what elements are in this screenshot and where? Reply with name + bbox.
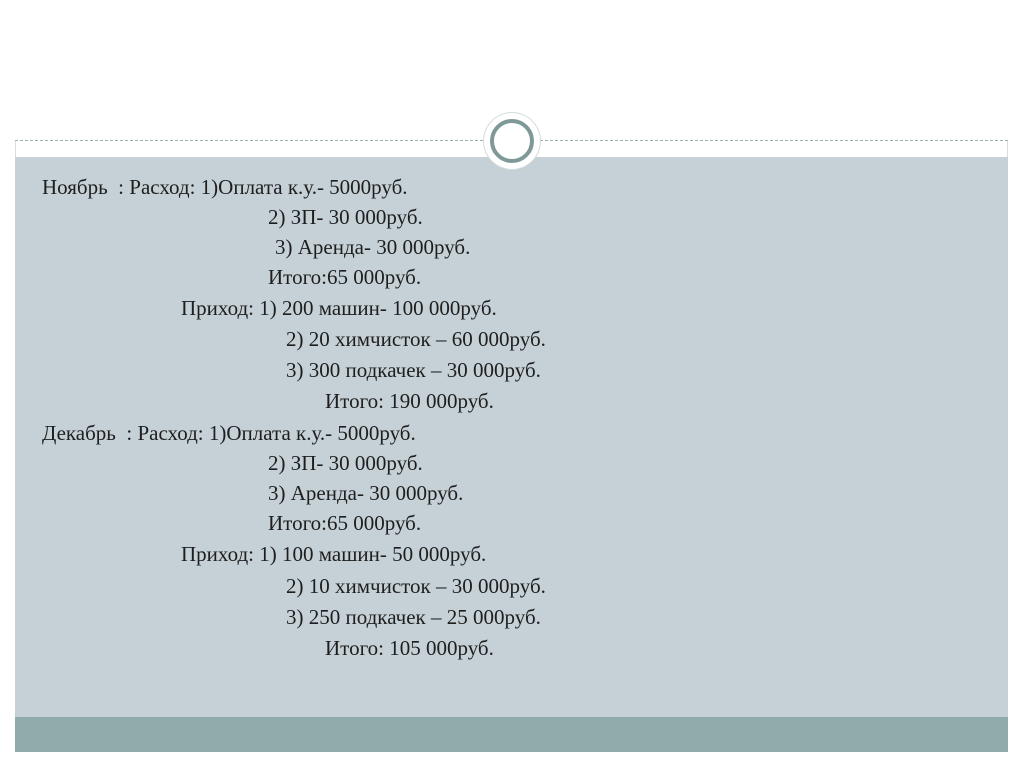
text-line-november-tire-inflation: 3) 300 подкачек – 30 000руб. xyxy=(286,358,541,382)
text-line-november-rent: 3) Аренда- 30 000руб. xyxy=(275,235,471,259)
text-line-november-expense-total: Итого:65 000руб. xyxy=(268,265,422,289)
text-line-december-dry-cleaning: 2) 10 химчисток – 30 000руб. xyxy=(286,574,546,598)
text-line-december-income-total: Итого: 105 000руб. xyxy=(325,636,494,660)
text-line-november-expense: Ноябрь : Расход: 1)Оплата к.у.- 5000руб. xyxy=(42,175,408,199)
text-line-december-income: Приход: 1) 100 машин- 50 000руб. xyxy=(181,542,487,566)
text-line-november-salary: 2) ЗП- 30 000руб. xyxy=(268,205,423,229)
text-line-november-dry-cleaning: 2) 20 химчисток – 60 000руб. xyxy=(286,327,546,351)
text-line-december-salary: 2) ЗП- 30 000руб. xyxy=(268,451,423,475)
text-line-december-rent: 3) Аренда- 30 000руб. xyxy=(268,481,464,505)
text-line-november-income-total: Итого: 190 000руб. xyxy=(325,389,494,413)
text-line-december-expense-total: Итого:65 000руб. xyxy=(268,511,422,535)
slide-footer-bar xyxy=(15,717,1008,752)
text-line-december-tire-inflation: 3) 250 подкачек – 25 000руб. xyxy=(286,605,541,629)
circle-ornament-icon xyxy=(484,113,540,169)
text-line-december-expense: Декабрь : Расход: 1)Оплата к.у.- 5000руб. xyxy=(42,421,416,445)
text-line-november-income: Приход: 1) 200 машин- 100 000руб. xyxy=(181,296,497,320)
